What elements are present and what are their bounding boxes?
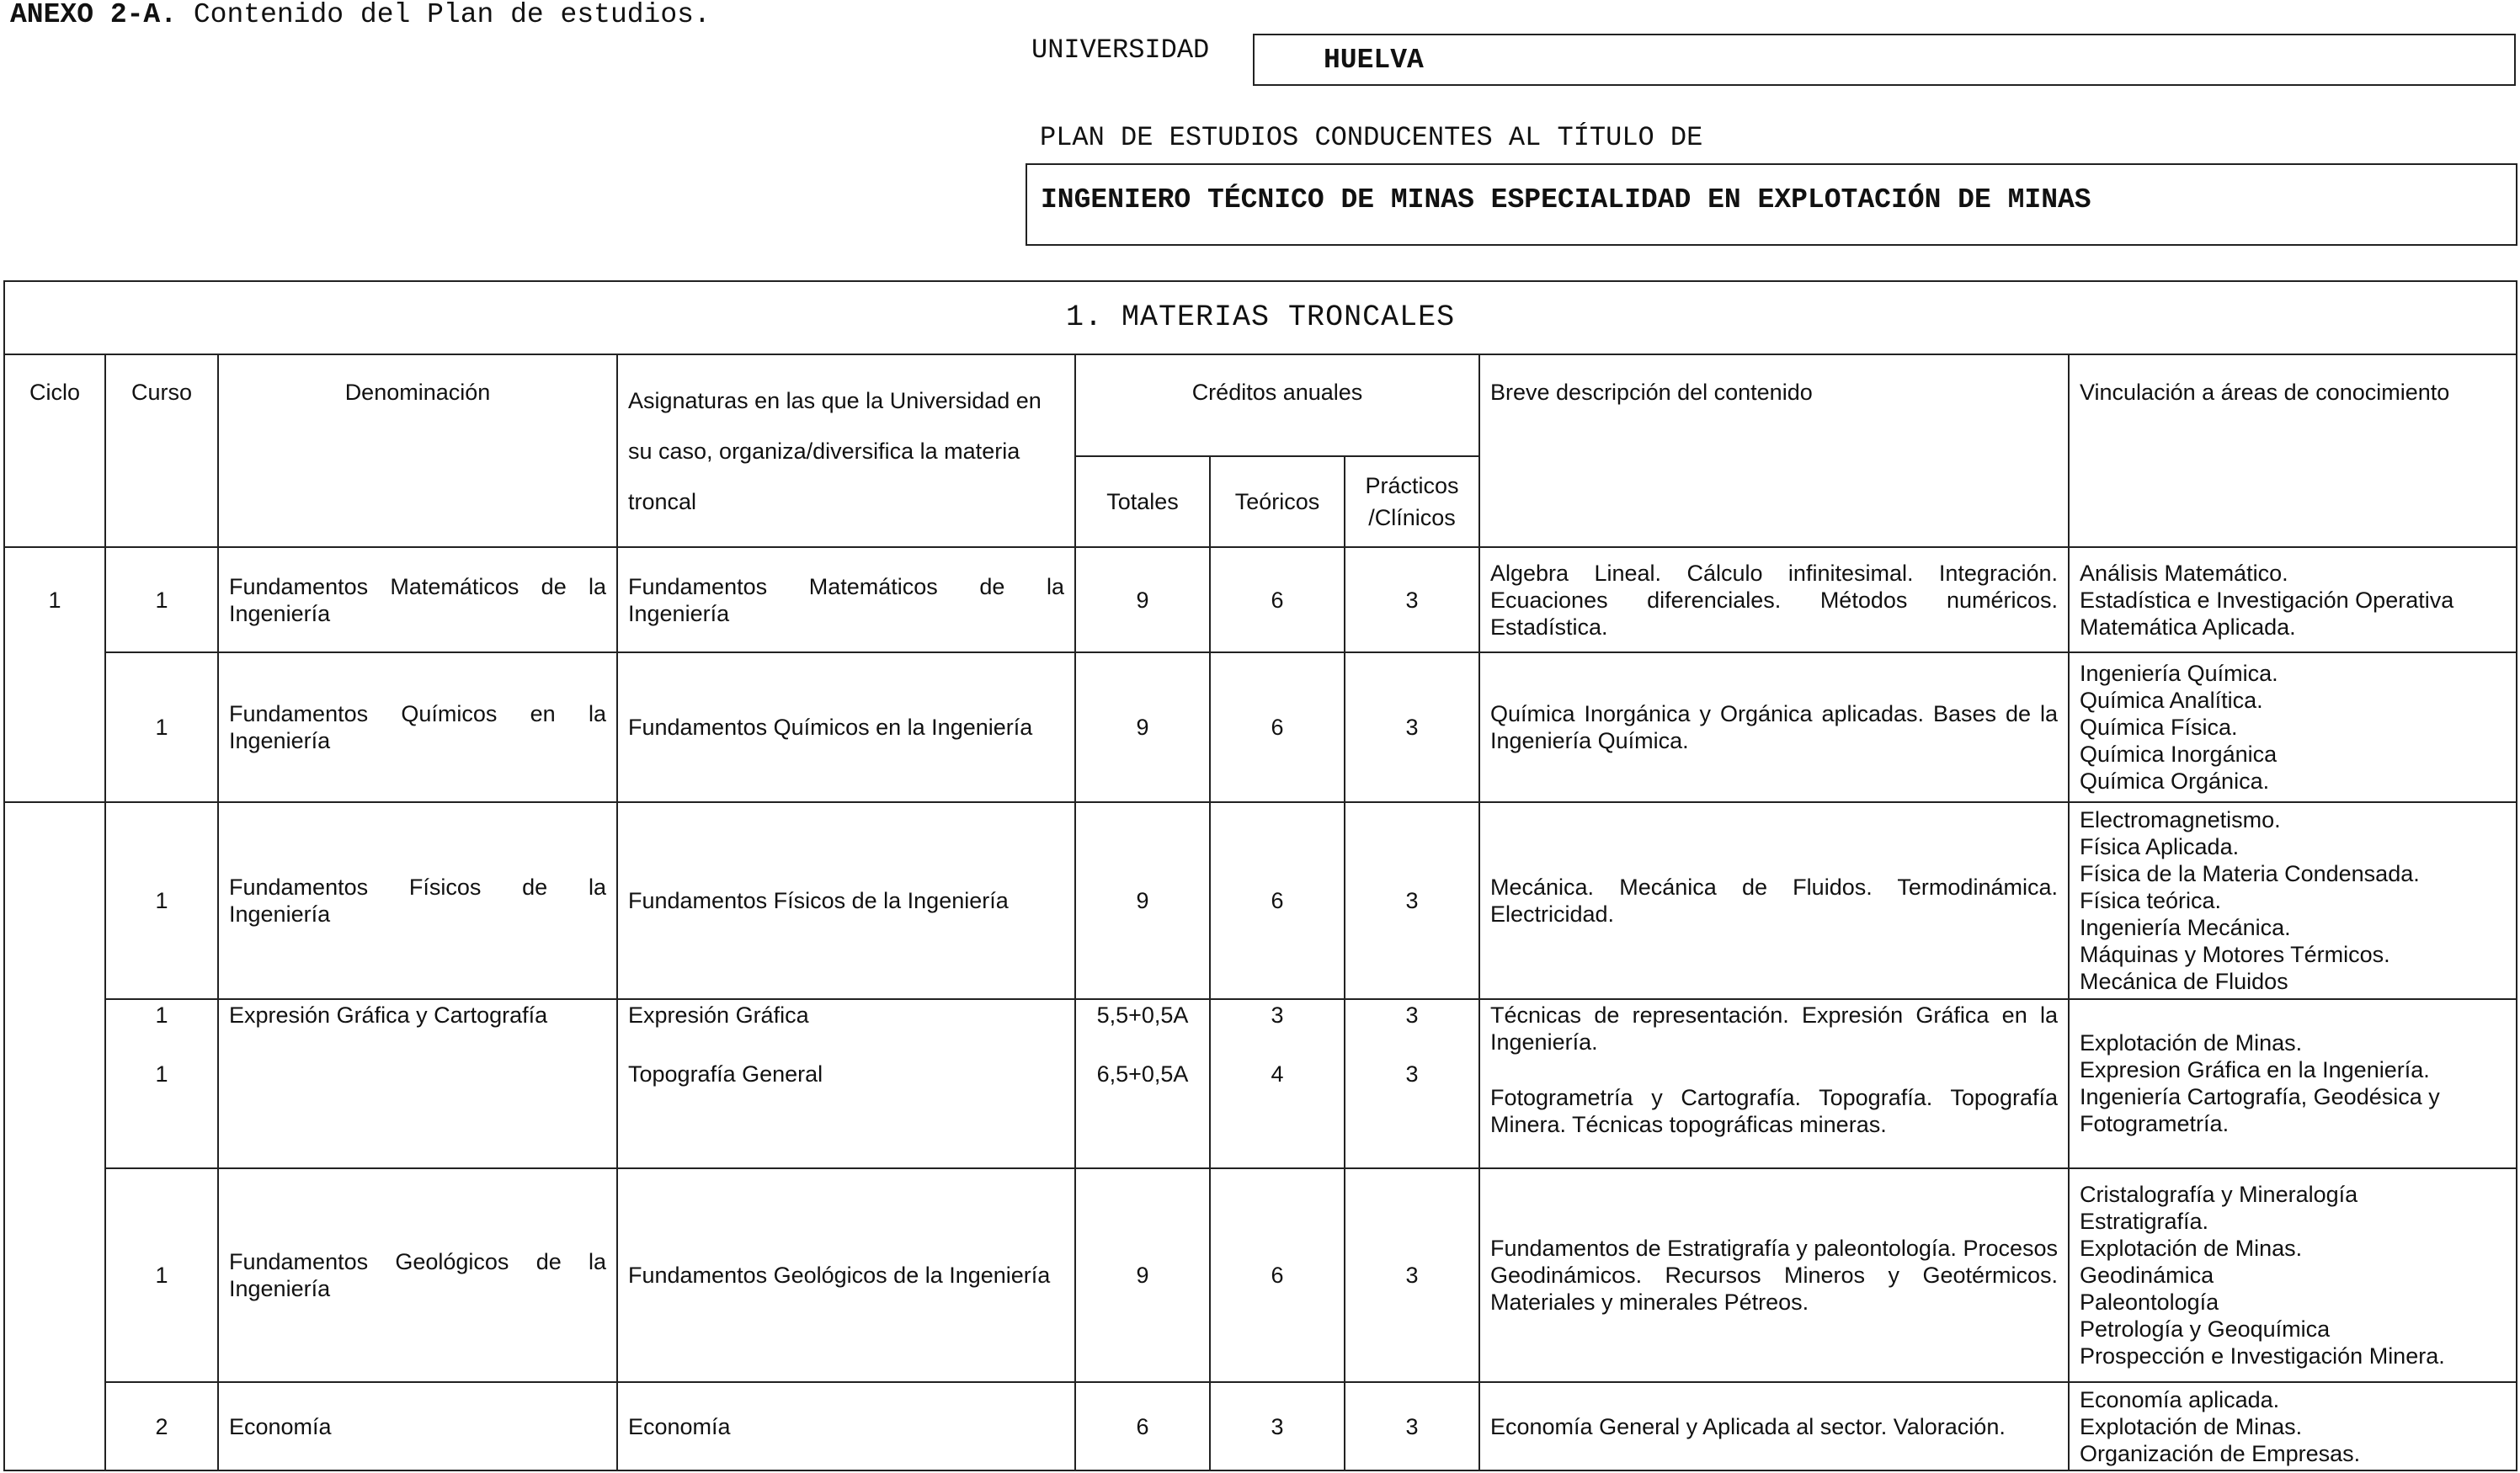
area-item: Paleontología <box>2080 1290 2219 1316</box>
denominacion-cell: Economía <box>218 1382 617 1470</box>
area-item: Matemática Aplicada. <box>2080 614 2296 640</box>
area-item: Estadística e Investigación Operativa <box>2080 587 2454 613</box>
table-header-row <box>4 354 2517 456</box>
teoricos-b: 4 <box>1271 1061 1284 1087</box>
teoricos-cell: 6 <box>1210 802 1345 999</box>
descripcion-cell <box>1479 999 2069 1169</box>
descripcion-cell: Economía General y Aplicada al sector. Valoración. <box>1479 1382 2069 1470</box>
table-row <box>4 1382 2517 1470</box>
practicos-b: 3 <box>1405 1061 1419 1087</box>
teoricos-cell: 6 <box>1210 1168 1345 1382</box>
totales-cell: 9 <box>1075 1168 1210 1382</box>
area-item: Geodinámica <box>2080 1263 2214 1289</box>
asignatura-b: Topografía General <box>628 1061 823 1087</box>
areas-cell <box>2069 547 2517 652</box>
practicos-cell: 3 <box>1345 1168 1479 1382</box>
curso-cell: 1 <box>105 652 218 801</box>
col-asignaturas: Asignaturas en las que la Universidad en su caso, organiza/diversifica la materia troncal <box>617 354 1075 548</box>
area-item: Petrología y Geoquímica <box>2080 1316 2331 1343</box>
denominacion-cell: Fundamentos Geológicos de la Ingeniería <box>218 1168 617 1382</box>
denominacion-cell: Fundamentos Químicos en la Ingeniería <box>218 652 617 801</box>
ciclo-cell-empty <box>4 802 105 1470</box>
descripcion-a: Técnicas de representación. Expresión Gráfica en la Ingeniería. <box>1490 1002 2058 1055</box>
table-row <box>4 652 2517 801</box>
totales-cell: 9 <box>1075 802 1210 999</box>
area-item: Electromagnetismo. <box>2080 806 2281 832</box>
table-row <box>4 802 2517 999</box>
area-item: Física teórica. <box>2080 887 2222 913</box>
teoricos-cell: 3 <box>1210 1382 1345 1470</box>
area-item: Mecánica de Fluidos <box>2080 968 2288 994</box>
asignatura-cell: Fundamentos Químicos en la Ingeniería <box>617 652 1075 801</box>
materias-troncales-table <box>3 280 2517 1471</box>
table-row <box>4 547 2517 652</box>
area-item: Ingeniería Cartografía, Geodésica y Fotogrametría. <box>2080 1084 2440 1137</box>
teoricos-cell: 6 <box>1210 547 1345 652</box>
totales-a: 5,5+0,5A <box>1096 1002 1189 1028</box>
table-row <box>4 1168 2517 1382</box>
ciclo-cell-empty <box>4 652 105 801</box>
totales-cell: 9 <box>1075 547 1210 652</box>
university-value: HUELVA <box>1324 45 1424 76</box>
practicos-cell <box>1345 999 1479 1169</box>
descripcion-b: Fotogrametría y Cartografía. Topografía. Topografía Minera. Técnicas topográficas mineras. <box>1490 1084 2058 1137</box>
curso-cell: 1 <box>105 802 218 999</box>
area-item: Química Física. <box>2080 715 2238 741</box>
denominacion-cell: Fundamentos Matemáticos de la Ingeniería <box>218 547 617 652</box>
col-vinculacion: Vinculación a áreas de conocimiento <box>2069 354 2517 548</box>
area-item: Química Analítica. <box>2080 688 2263 714</box>
totales-cell <box>1075 999 1210 1169</box>
curso-cell: 2 <box>105 1382 218 1470</box>
asignatura-a: Expresión Gráfica <box>628 1002 809 1028</box>
ciclo-cell: 1 <box>4 547 105 652</box>
col-descripcion: Breve descripción del contenido <box>1479 354 2069 548</box>
totales-cell: 6 <box>1075 1382 1210 1470</box>
descripcion-cell: Mecánica. Mecánica de Fluidos. Termodinámica. Electricidad. <box>1479 802 2069 999</box>
annex-text: Contenido del Plan de estudios. <box>193 0 711 30</box>
areas-cell <box>2069 1168 2517 1382</box>
curso-a: 1 <box>155 1002 168 1028</box>
plan-value: INGENIERO TÉCNICO DE MINAS ESPECIALIDAD EN EXPLOTACIÓN DE MINAS <box>1041 184 2091 215</box>
col-ciclo: Ciclo <box>4 354 105 548</box>
area-item: Física Aplicada. <box>2080 833 2240 859</box>
col-teoricos: Teóricos <box>1210 456 1345 548</box>
plan-box <box>1026 163 2517 246</box>
area-item: Ingeniería Química. <box>2080 661 2278 687</box>
curso-cell: 1 <box>105 1168 218 1382</box>
col-creditos: Créditos anuales <box>1075 354 1479 456</box>
area-item: Análisis Matemático. <box>2080 560 2288 586</box>
area-item: Explotación de Minas. <box>2080 1236 2303 1262</box>
area-item: Prospección e Investigación Minera. <box>2080 1343 2445 1369</box>
totales-b: 6,5+0,5A <box>1096 1061 1189 1087</box>
area-item: Estratigrafía. <box>2080 1209 2209 1235</box>
university-box <box>1253 34 2516 86</box>
area-item: Explotación de Minas. <box>2080 1030 2303 1056</box>
col-totales: Totales <box>1075 456 1210 548</box>
practicos-cell: 3 <box>1345 652 1479 801</box>
areas-cell <box>2069 802 2517 999</box>
descripcion-cell: Química Inorgánica y Orgánica aplicadas. Bases de la Ingeniería Química. <box>1479 652 2069 801</box>
practicos-a: 3 <box>1405 1002 1419 1028</box>
asignatura-cell: Fundamentos Matemáticos de la Ingeniería <box>617 547 1075 652</box>
col-curso: Curso <box>105 354 218 548</box>
asignatura-cell: Fundamentos Físicos de la Ingeniería <box>617 802 1075 999</box>
curso-cell <box>105 999 218 1169</box>
university-label: UNIVERSIDAD <box>1031 35 1210 66</box>
asignatura-cell: Economía <box>617 1382 1075 1470</box>
annex-heading <box>10 0 711 30</box>
col-denominacion: Denominación <box>218 354 617 548</box>
area-item: Organización de Empresas. <box>2080 1440 2361 1466</box>
table-title: 1. MATERIAS TRONCALES <box>4 281 2517 354</box>
area-item: Economía aplicada. <box>2080 1386 2280 1412</box>
area-item: Química Orgánica. <box>2080 768 2270 795</box>
area-item: Ingeniería Mecánica. <box>2080 914 2291 940</box>
practicos-cell: 3 <box>1345 547 1479 652</box>
teoricos-cell: 6 <box>1210 652 1345 801</box>
table-row <box>4 999 2517 1169</box>
denominacion-cell: Expresión Gráfica y Cartografía <box>218 999 617 1169</box>
areas-cell <box>2069 1382 2517 1470</box>
practicos-cell: 3 <box>1345 1382 1479 1470</box>
curso-b: 1 <box>155 1061 168 1087</box>
curso-cell: 1 <box>105 547 218 652</box>
denominacion-cell: Fundamentos Físicos de la Ingeniería <box>218 802 617 999</box>
teoricos-cell <box>1210 999 1345 1169</box>
area-item: Máquinas y Motores Térmicos. <box>2080 941 2390 967</box>
descripcion-cell: Algebra Lineal. Cálculo infinitesimal. Integración. Ecuaciones diferenciales. Métodos numéricos. Estadística. <box>1479 547 2069 652</box>
areas-cell <box>2069 999 2517 1169</box>
practicos-cell: 3 <box>1345 802 1479 999</box>
col-practicos: Prácticos /Clínicos <box>1345 456 1479 548</box>
asignatura-cell: Fundamentos Geológicos de la Ingeniería <box>617 1168 1075 1382</box>
areas-cell <box>2069 652 2517 801</box>
table-title-row <box>4 281 2517 354</box>
teoricos-a: 3 <box>1271 1002 1284 1028</box>
asignatura-cell <box>617 999 1075 1169</box>
plan-label: PLAN DE ESTUDIOS CONDUCENTES AL TÍTULO DE <box>1040 122 1703 153</box>
area-item: Cristalografía y Mineralogía <box>2080 1182 2358 1208</box>
totales-cell: 9 <box>1075 652 1210 801</box>
annex-label: ANEXO 2-A. <box>10 0 178 30</box>
area-item: Química Inorgánica <box>2080 742 2278 768</box>
area-item: Física de la Materia Condensada. <box>2080 860 2420 886</box>
area-item: Explotación de Minas. <box>2080 1413 2303 1439</box>
area-item: Expresion Gráfica en la Ingeniería. <box>2080 1057 2430 1083</box>
descripcion-cell: Fundamentos de Estratigrafía y paleontología. Procesos Geodinámicos. Recursos Mineros y Geotérmicos. Materiales y minerales Pétreos. <box>1479 1168 2069 1382</box>
